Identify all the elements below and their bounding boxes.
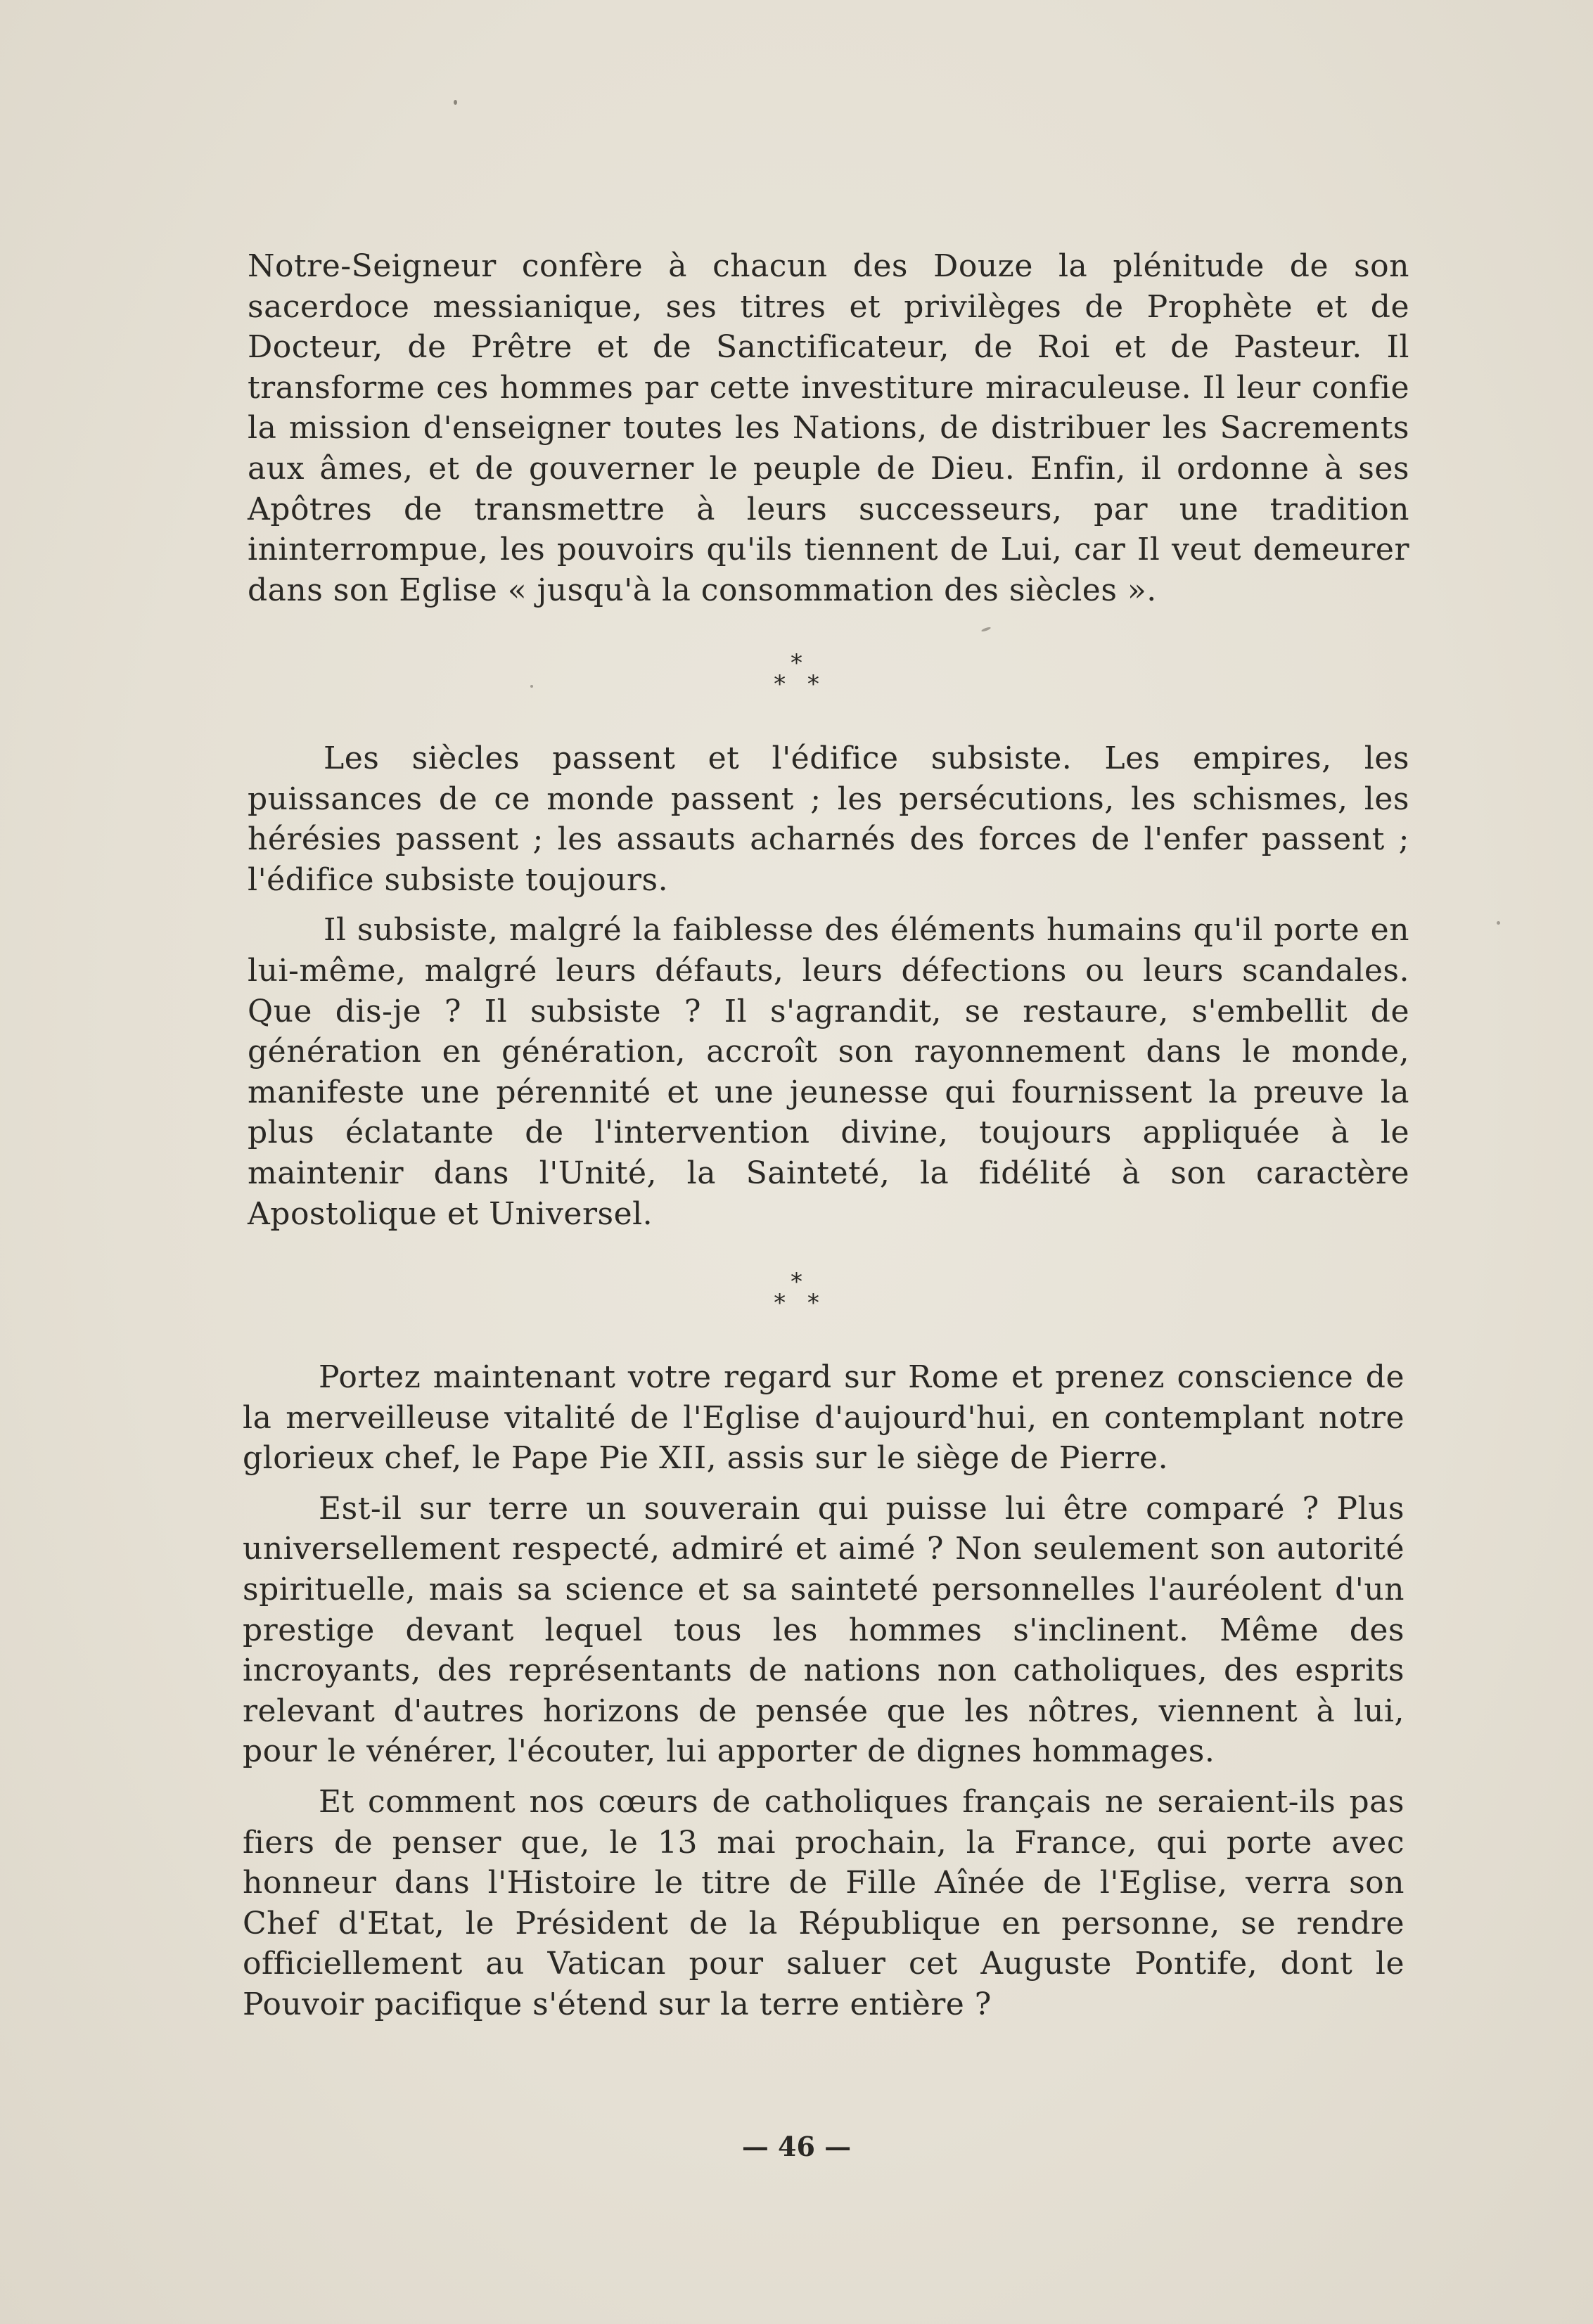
paragraph-2: Les siècles passent et l'édifice subsiste. Les empires, les puissances de ce monde passent ; les persécutions, les schismes, les hérésies passent ; les assauts acharnés des forces de l'enfer passent ; l'édifice subsiste toujours. (248, 740, 1409, 898)
section-2 (248, 738, 1409, 1234)
paper-speck (981, 627, 992, 633)
page-number: — 46 — (741, 2131, 852, 2162)
asterism-2 (0, 1268, 1593, 1317)
asterism-2-top: * (791, 1268, 802, 1296)
paragraph-4: Portez maintenant votre regard sur Rome et prenez conscience de la merveilleuse vitalité de l'Eglise d'aujourd'hui, en contemplant notre glorieux chef, le Pape Pie XII, assis sur le siège de Pierre. (243, 1359, 1405, 1477)
section-1 (248, 246, 1409, 610)
paragraph-5: Est-il sur terre un souverain qui puisse lui être comparé ? Plus universellement respecté, admiré et aimé ? Non seulement son autorité spirituelle, mais sa science et sa sainteté personnelles l'auréolent d'un prestige devant lequel tous les hommes s'inclinent. Même des incroyants, des représentants de nations non catholiques, des esprits relevant d'autres horizons de pensée que les nôtres, viennent à lui, pour le vénérer, l'écouter, lui apporter de dignes hommages. (243, 1490, 1405, 1770)
asterism-1-bottom: * * (774, 670, 826, 698)
asterism-1-top: * (791, 649, 802, 677)
paragraph-6: Et comment nos cœurs de catholiques français ne seraient-ils pas fiers de penser que, le 13 mai prochain, la France, qui porte avec honneur dans l'Histoire le titre de Fille Aînée de l'Eglise, verra son Chef d'Etat, le Président de la République en personne, se rendre officiellement au Vatican pour saluer cet Auguste Pontife, dont le Pouvoir pacifique s'étend sur la terre entière ? (243, 1783, 1405, 2022)
section-3 (243, 1357, 1405, 2025)
paper-speck (454, 100, 457, 105)
paper-speck (1497, 921, 1500, 925)
asterism-2-bottom: * * (774, 1289, 826, 1317)
asterism-1 (0, 649, 1593, 698)
paragraph-1: Notre-Seigneur confère à chacun des Douze la plénitude de son sacerdoce messianique, ses titres et privilèges de Prophète et de Docteur, de Prêtre et de Sanctificateur, de Roi et de Pasteur. Il transforme ces hommes par cette investiture miraculeuse. Il leur confie la mission d'enseigner toutes les Nations, de distribuer les Sacrements aux âmes, et de gouverner le peuple de Dieu. Enfin, il ordonne à ses Apôtres de transmettre à leurs successeurs, par une tradition ininterrompue, les pouvoirs qu'ils tiennent de Lui, car Il veut demeurer dans son Eglise « jusqu'à la consommation des siècles ». (248, 248, 1409, 608)
paragraph-3: Il subsiste, malgré la faiblesse des éléments humains qu'il porte en lui-même, malgré leurs défauts, leurs défections ou leurs scandales. Que dis-je ? Il subsiste ? Il s'agrandit, se restaure, s'embellit de génération en génération, accroît son rayonnement dans le monde, manifeste une pérennité et une jeunesse qui fournissent la preuve la plus éclatante de l'intervention divine, toujours appliquée à le maintenir dans l'Unité, la Sainteté, la fidélité à son caractère Apostolique et Universel. (248, 912, 1409, 1232)
